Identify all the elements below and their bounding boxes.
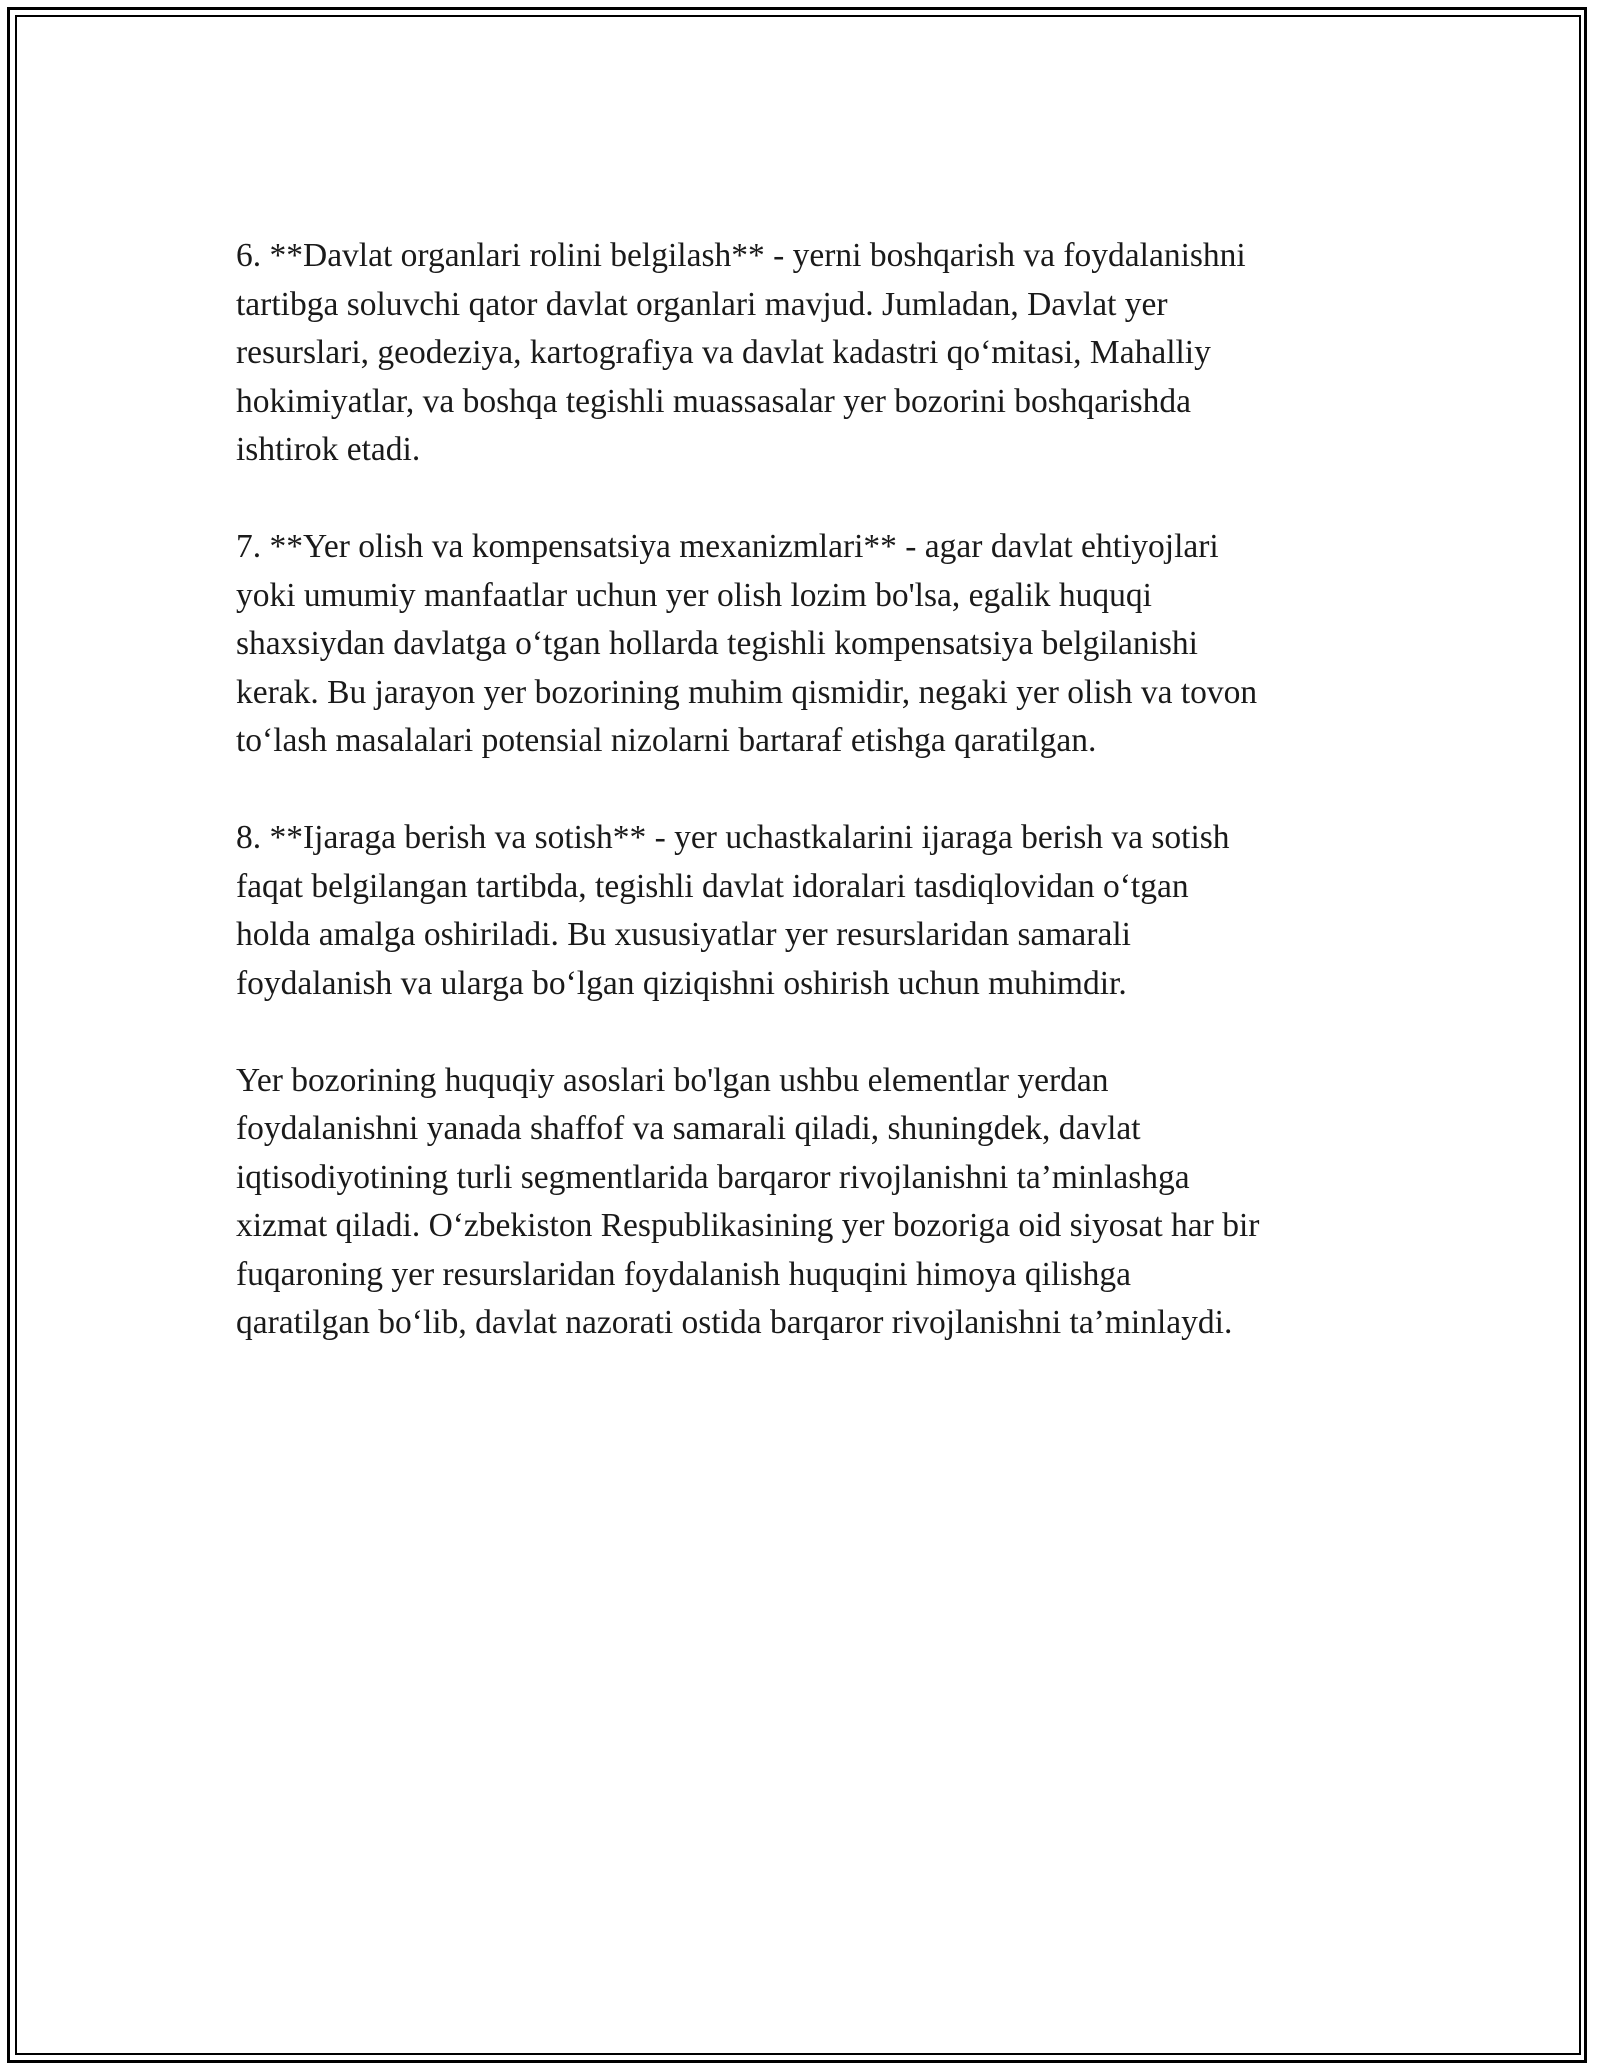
text-line: to‘lash masalalari potensial nizolarni bartaraf etishga qaratilgan. [236,722,1097,759]
text-line: fuqaroning yer resurslaridan foydalanish huquqini himoya qilishga [236,1255,1131,1293]
text-line: 7. **Yer olish va kompensatsiya mexanizmlari** - agar davlat ehtiyojlari [236,528,1219,565]
text-line: foydalanish va ularga bo‘lgan qiziqishni oshirish uchun muhimdir. [236,964,1127,1002]
text-line: shaxsiydan davlatga o‘tgan hollarda tegishli kompensatsiya belgilanishi [236,625,1198,662]
paragraph-7-land-acquisition [236,523,1376,766]
paragraph-8-lease-and-sale [236,814,1376,1008]
text-line: yoki umumiy manfaatlar uchun yer olish lozim bo'lsa, egalik huquqi [236,576,1152,614]
text-line: resurslari, geodeziya, kartografiya va davlat kadastri qo‘mitasi, Mahalliy [236,334,1211,371]
text-line: qaratilgan bo‘lib, davlat nazorati ostida barqaror rivojlanishni ta’minlaydi. [236,1304,1233,1341]
text-line: Yer bozorining huquqiy asoslari bo'lgan ushbu elementlar yerdan [236,1061,1109,1099]
paragraph-6-state-bodies [236,232,1376,475]
paragraph-conclusion [236,1057,1376,1348]
text-line: hokimiyatlar, va boshqa tegishli muassasalar yer bozorini boshqarishda [236,382,1192,420]
text-line: xizmat qiladi. O‘zbekiston Respublikasining yer bozoriga oid siyosat har bir [236,1207,1260,1244]
text-line: holda amalga oshiriladi. Bu xususiyatlar yer resurslaridan samarali [236,916,1131,953]
document-body [236,232,1376,1396]
text-line: kerak. Bu jarayon yer bozorining muhim qismidir, negaki yer olish va tovon [236,673,1258,711]
text-line: faqat belgilangan tartibda, tegishli davlat idoralari tasdiqlovidan o‘tgan [236,867,1189,905]
text-line: foydalanishni yanada shaffof va samarali qiladi, shuningdek, davlat [236,1110,1141,1147]
text-line: ishtirok etadi. [236,431,421,468]
text-line: 6. **Davlat organlari rolini belgilash** - yerni boshqarish va foydalanishni [236,237,1246,274]
text-line: iqtisodiyotining turli segmentlarida barqaror rivojlanishni ta’minlashga [236,1158,1190,1196]
text-line: tartibga soluvchi qator davlat organlari mavjud. Jumladan, Davlat yer [236,285,1168,323]
text-line: 8. **Ijaraga berish va sotish** - yer uchastkalarini ijaraga berish va sotish [236,819,1230,856]
